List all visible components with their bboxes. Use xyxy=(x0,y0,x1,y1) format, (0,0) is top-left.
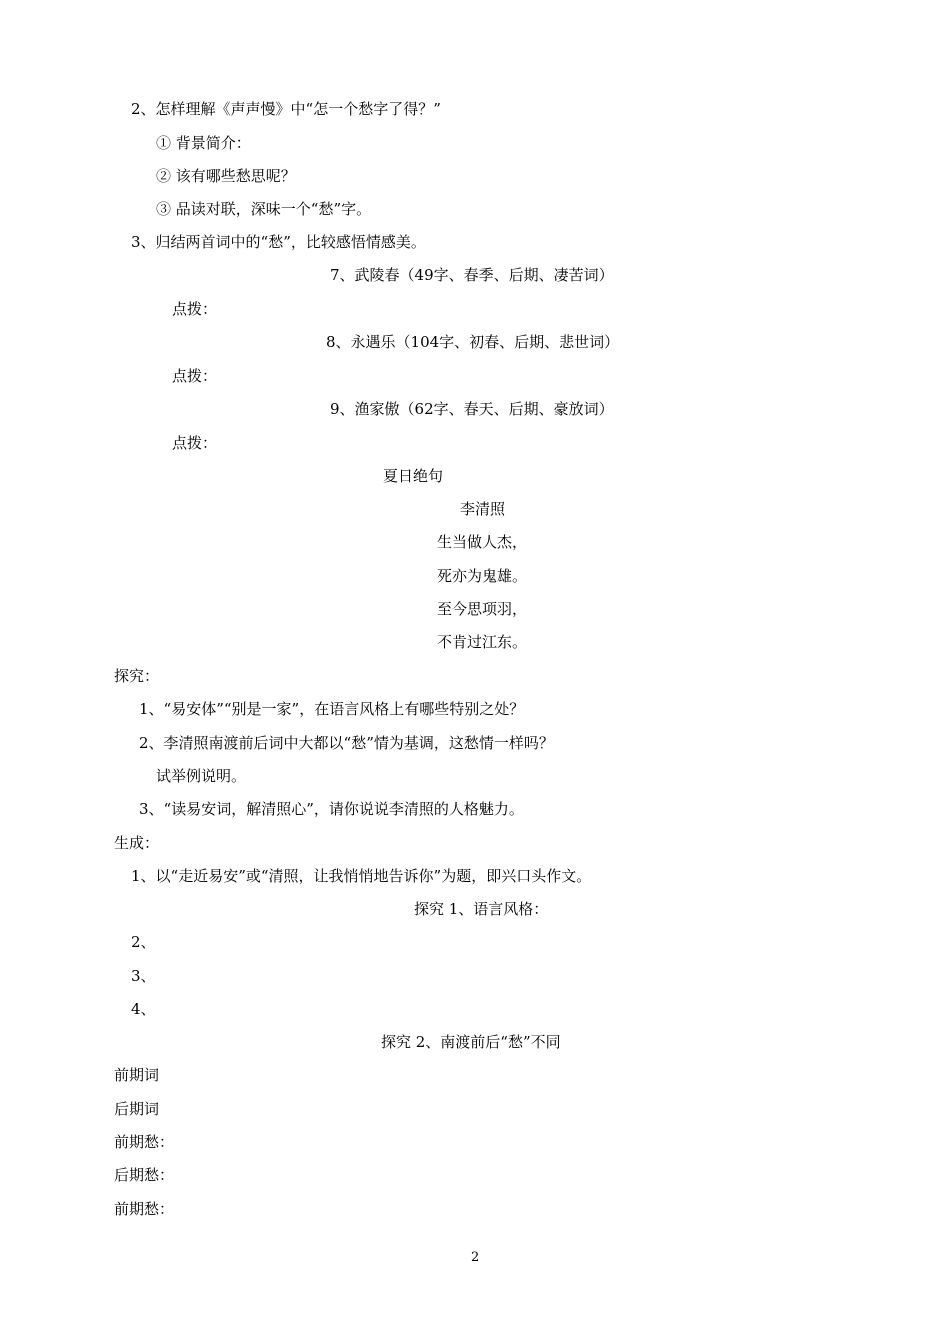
explore-item-2-cont: 试举例说明。 xyxy=(156,767,247,785)
poem-author: 李清照 xyxy=(460,500,506,518)
explore-item-3: 3、“读易安词，解清照心”，请你说说李清照的人格魅力。 xyxy=(139,800,524,818)
early-sorrow-label: 前期愁： xyxy=(114,1200,175,1218)
poem-heading-7: 7、武陵春（49字、春季、后期、凄苦词） xyxy=(330,266,614,284)
poem-line: 死亦为鬼雄。 xyxy=(437,567,528,585)
sub-item-2: ② 该有哪些愁思呢？ xyxy=(156,167,296,185)
explore-item-2: 2、李清照南渡前后词中大都以“愁”情为基调，这愁情一样吗？ xyxy=(139,734,554,752)
poem-heading-8: 8、永遇乐（104字、初春、后期、悲世词） xyxy=(326,333,620,351)
generate-item-1: 1、以“走近易安”或“清照，让我悄悄地告诉你”为题，即兴口头作文。 xyxy=(131,867,592,885)
question-2: 2、怎样理解《声声慢》中“怎一个愁字了得？” xyxy=(131,100,441,118)
hint-label: 点拨： xyxy=(172,300,218,318)
early-sorrow-label: 前期愁： xyxy=(114,1133,175,1151)
hint-label: 点拨： xyxy=(172,434,218,452)
poem-line: 生当做人杰， xyxy=(437,533,528,551)
poem-line: 不肯过江东。 xyxy=(437,633,528,651)
early-ci-label: 前期词 xyxy=(114,1066,160,1084)
list-number: 2、 xyxy=(131,933,156,951)
explore-2-heading: 探究 2、南渡前后“愁”不同 xyxy=(381,1033,561,1051)
explore-1-heading: 探究 1、语言风格： xyxy=(414,900,549,918)
section-explore: 探究： xyxy=(114,667,160,685)
poem-title: 夏日绝句 xyxy=(383,467,444,485)
list-number: 4、 xyxy=(131,1000,156,1018)
late-sorrow-label: 后期愁： xyxy=(114,1166,175,1184)
late-ci-label: 后期词 xyxy=(114,1100,160,1118)
question-3: 3、归结两首词中的“愁”，比较感悟情感美。 xyxy=(131,233,426,251)
section-generate: 生成： xyxy=(114,834,160,852)
poem-heading-9: 9、渔家傲（62字、春天、后期、豪放词） xyxy=(330,400,614,418)
hint-label: 点拨： xyxy=(172,367,218,385)
poem-line: 至今思项羽， xyxy=(437,600,528,618)
explore-item-1: 1、“易安体”“别是一家”，在语言风格上有哪些特别之处？ xyxy=(139,700,525,718)
list-number: 3、 xyxy=(131,967,156,985)
sub-item-3: ③ 品读对联，深味一个“愁”字。 xyxy=(156,200,372,218)
sub-item-1: ① 背景简介： xyxy=(156,134,251,152)
page-number: 2 xyxy=(471,1250,480,1265)
